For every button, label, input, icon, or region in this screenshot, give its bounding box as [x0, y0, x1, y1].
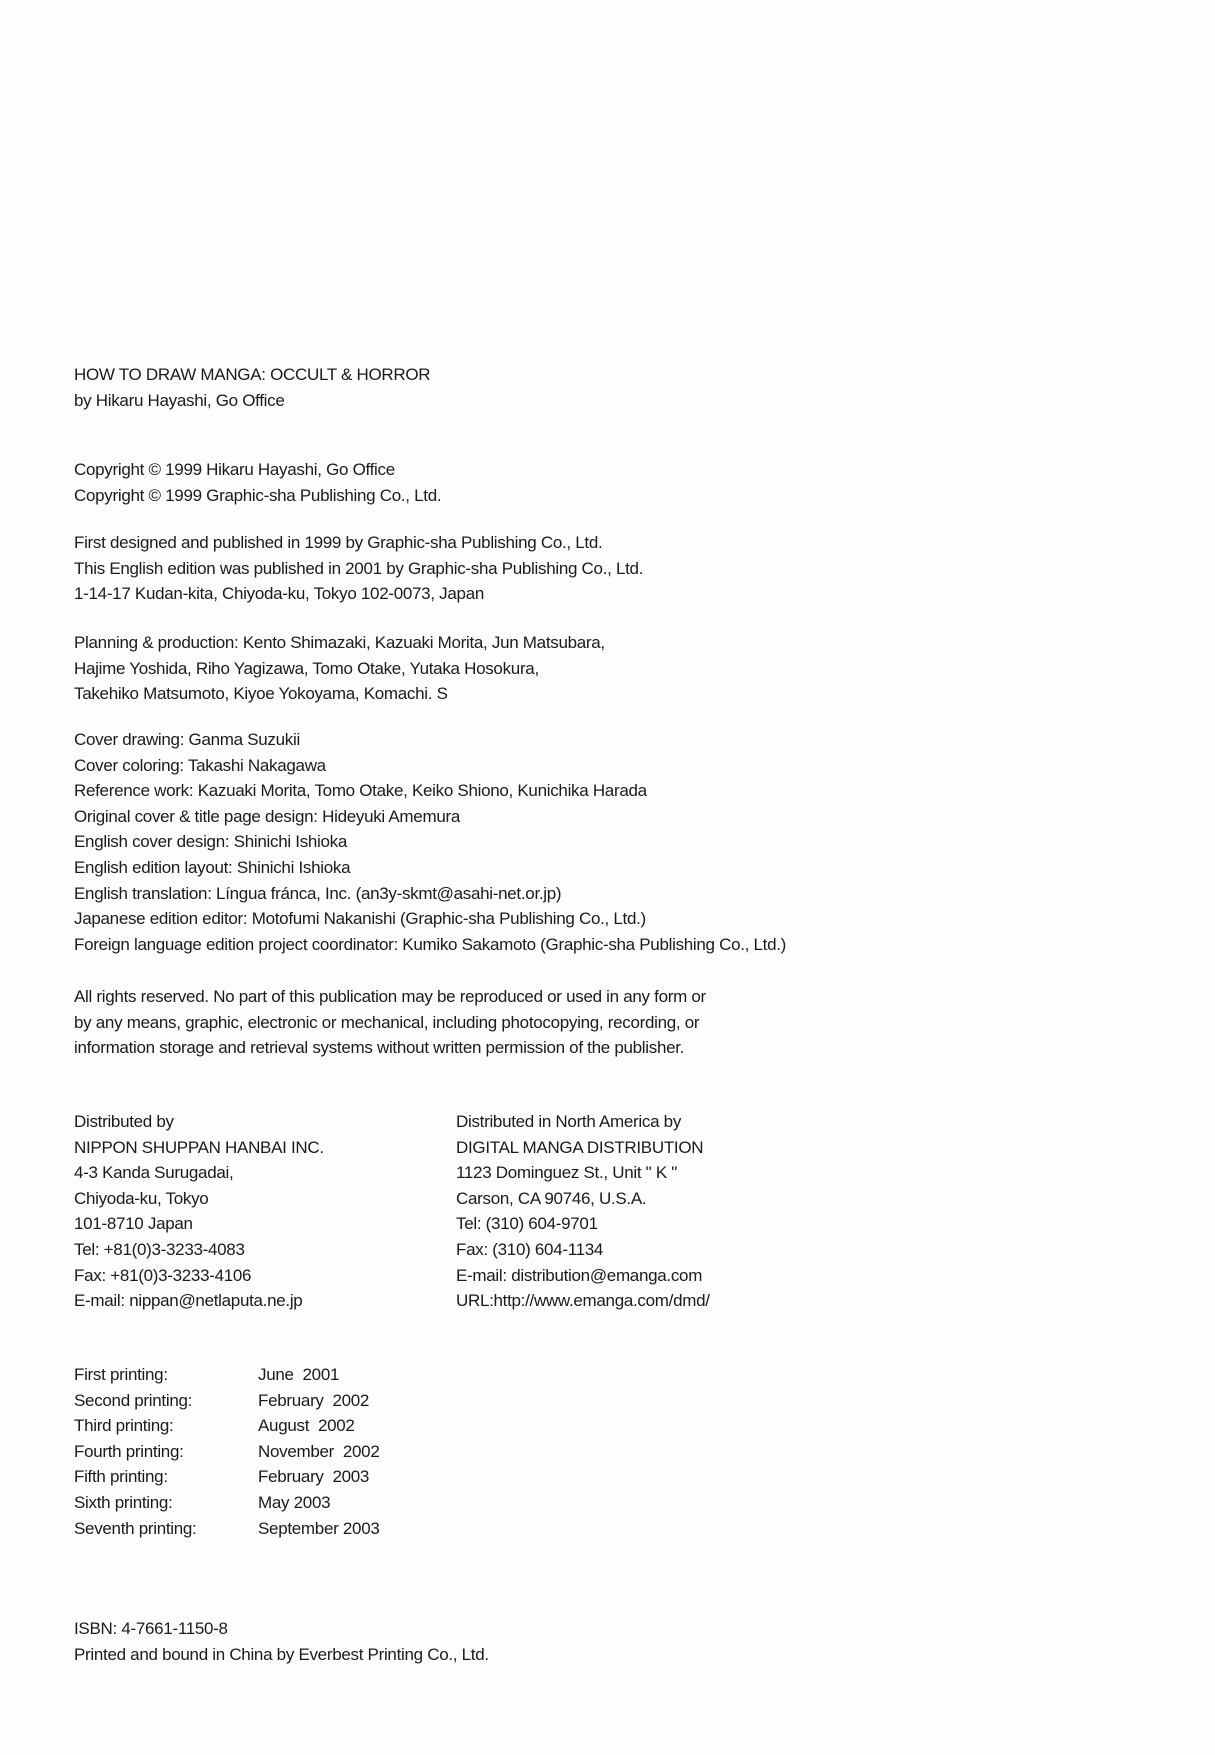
isbn-block [74, 1616, 489, 1667]
printing-label: Seventh printing: [74, 1518, 197, 1538]
printing-row [74, 1464, 380, 1490]
rights-line: by any means, graphic, electronic or mechanical, including photocopying, recording, or [74, 1012, 700, 1032]
printing-row [74, 1516, 380, 1542]
credit-line: Original cover & title page design: Hideyuki Amemura [74, 806, 460, 826]
printing-label: Fourth printing: [74, 1441, 184, 1461]
production-block [74, 630, 605, 707]
printing-date: June 2001 [258, 1365, 340, 1384]
rights-line: All rights reserved. No part of this publication may be reproduced or used in any form or [74, 987, 706, 1006]
publication-address: 1-14-17 Kudan-kita, Chiyoda-ku, Tokyo 102-0073, Japan [74, 584, 485, 604]
printing-label: Fifth printing: [74, 1467, 168, 1487]
distributor-fax: Fax: +81(0)3-3233-4106 [74, 1265, 252, 1285]
production-line: Planning & production: Kento Shimazaki, Kazuaki Morita, Jun Matsubara, [74, 633, 605, 652]
title-block [74, 362, 430, 413]
printing-label: Third printing: [74, 1416, 174, 1436]
distributor-email: E-mail: distribution@emanga.com [456, 1265, 703, 1285]
copyright-line: Copyright © 1999 Graphic-sha Publishing Co., Ltd. [74, 485, 442, 505]
credit-line: English edition layout: Shinichi Ishioka [74, 857, 351, 877]
printing-row [74, 1490, 380, 1516]
printing-row [74, 1388, 380, 1414]
printing-label: Second printing: [74, 1390, 193, 1410]
distributor-fax: Fax: (310) 604-1134 [456, 1239, 604, 1259]
credit-line: Reference work: Kazuaki Morita, Tomo Otake, Keiko Shiono, Kunichika Harada [74, 781, 647, 801]
credit-line: English translation: Língua fránca, Inc. (an3y-skmt@asahi-net.or.jp) [74, 883, 562, 903]
book-title: HOW TO DRAW MANGA: OCCULT & HORROR [74, 365, 431, 384]
printing-row [74, 1362, 380, 1388]
credit-line: Cover drawing: Ganma Suzukii [74, 730, 300, 749]
printing-row [74, 1439, 380, 1465]
rights-notice [74, 984, 706, 1061]
distributor-heading: Distributed by [74, 1112, 174, 1131]
distributor-address: Carson, CA 90746, U.S.A. [456, 1188, 647, 1208]
printer-credit: Printed and bound in China by Everbest Printing Co., Ltd. [74, 1644, 489, 1664]
distributor-name: NIPPON SHUPPAN HANBAI INC. [74, 1137, 324, 1157]
distributor-north-america-block [456, 1109, 710, 1314]
isbn-number: ISBN: 4-7661-1150-8 [74, 1619, 228, 1638]
printing-date: May 2003 [258, 1492, 331, 1512]
credit-line: Cover coloring: Takashi Nakagawa [74, 755, 326, 775]
distributor-email: E-mail: nippan@netlaputa.ne.jp [74, 1291, 303, 1311]
distributor-tel: Tel: (310) 604-9701 [456, 1214, 598, 1234]
distributor-address: Chiyoda-ku, Tokyo [74, 1188, 209, 1208]
credit-line: Japanese edition editor: Motofumi Nakanishi (Graphic-sha Publishing Co., Ltd.) [74, 909, 646, 929]
distributor-heading: Distributed in North America by [456, 1112, 682, 1131]
copyright-line: Copyright © 1999 Hikaru Hayashi, Go Office [74, 460, 395, 479]
publication-line: This English edition was published in 2001 by Graphic-sha Publishing Co., Ltd. [74, 558, 644, 578]
distributor-name: DIGITAL MANGA DISTRIBUTION [456, 1137, 704, 1157]
production-line: Takehiko Matsumoto, Kiyoe Yokoyama, Komachi. S [74, 684, 448, 704]
printing-label: First printing: [74, 1365, 168, 1384]
publication-line: First designed and published in 1999 by Graphic-sha Publishing Co., Ltd. [74, 533, 603, 552]
copyright-block [74, 457, 441, 508]
printing-date: February 2002 [258, 1390, 370, 1410]
printing-label: Sixth printing: [74, 1492, 173, 1512]
printing-history-block [74, 1362, 380, 1541]
printing-date: November 2002 [258, 1441, 380, 1461]
distributor-address: 101-8710 Japan [74, 1214, 193, 1234]
printing-date: August 2002 [258, 1416, 355, 1436]
distributor-japan-block [74, 1109, 324, 1314]
distributor-url: URL:http://www.emanga.com/dmd/ [456, 1291, 710, 1311]
publication-block [74, 530, 643, 607]
credit-line: Foreign language edition project coordinator: Kumiko Sakamoto (Graphic-sha Publishing Co., Ltd.) [74, 934, 787, 954]
printing-date: February 2003 [258, 1467, 370, 1487]
distributor-address: 4-3 Kanda Surugadai, [74, 1163, 234, 1183]
book-author: by Hikaru Hayashi, Go Office [74, 390, 285, 410]
credits-block [74, 727, 786, 957]
distributor-address: 1123 Dominguez St., Unit " K " [456, 1163, 678, 1183]
distributor-tel: Tel: +81(0)3-3233-4083 [74, 1239, 245, 1259]
rights-line: information storage and retrieval systems without written permission of the publisher. [74, 1038, 685, 1058]
printing-date: September 2003 [258, 1518, 380, 1538]
credit-line: English cover design: Shinichi Ishioka [74, 832, 348, 852]
printing-row [74, 1413, 380, 1439]
production-line: Hajime Yoshida, Riho Yagizawa, Tomo Otake, Yutaka Hosokura, [74, 658, 539, 678]
